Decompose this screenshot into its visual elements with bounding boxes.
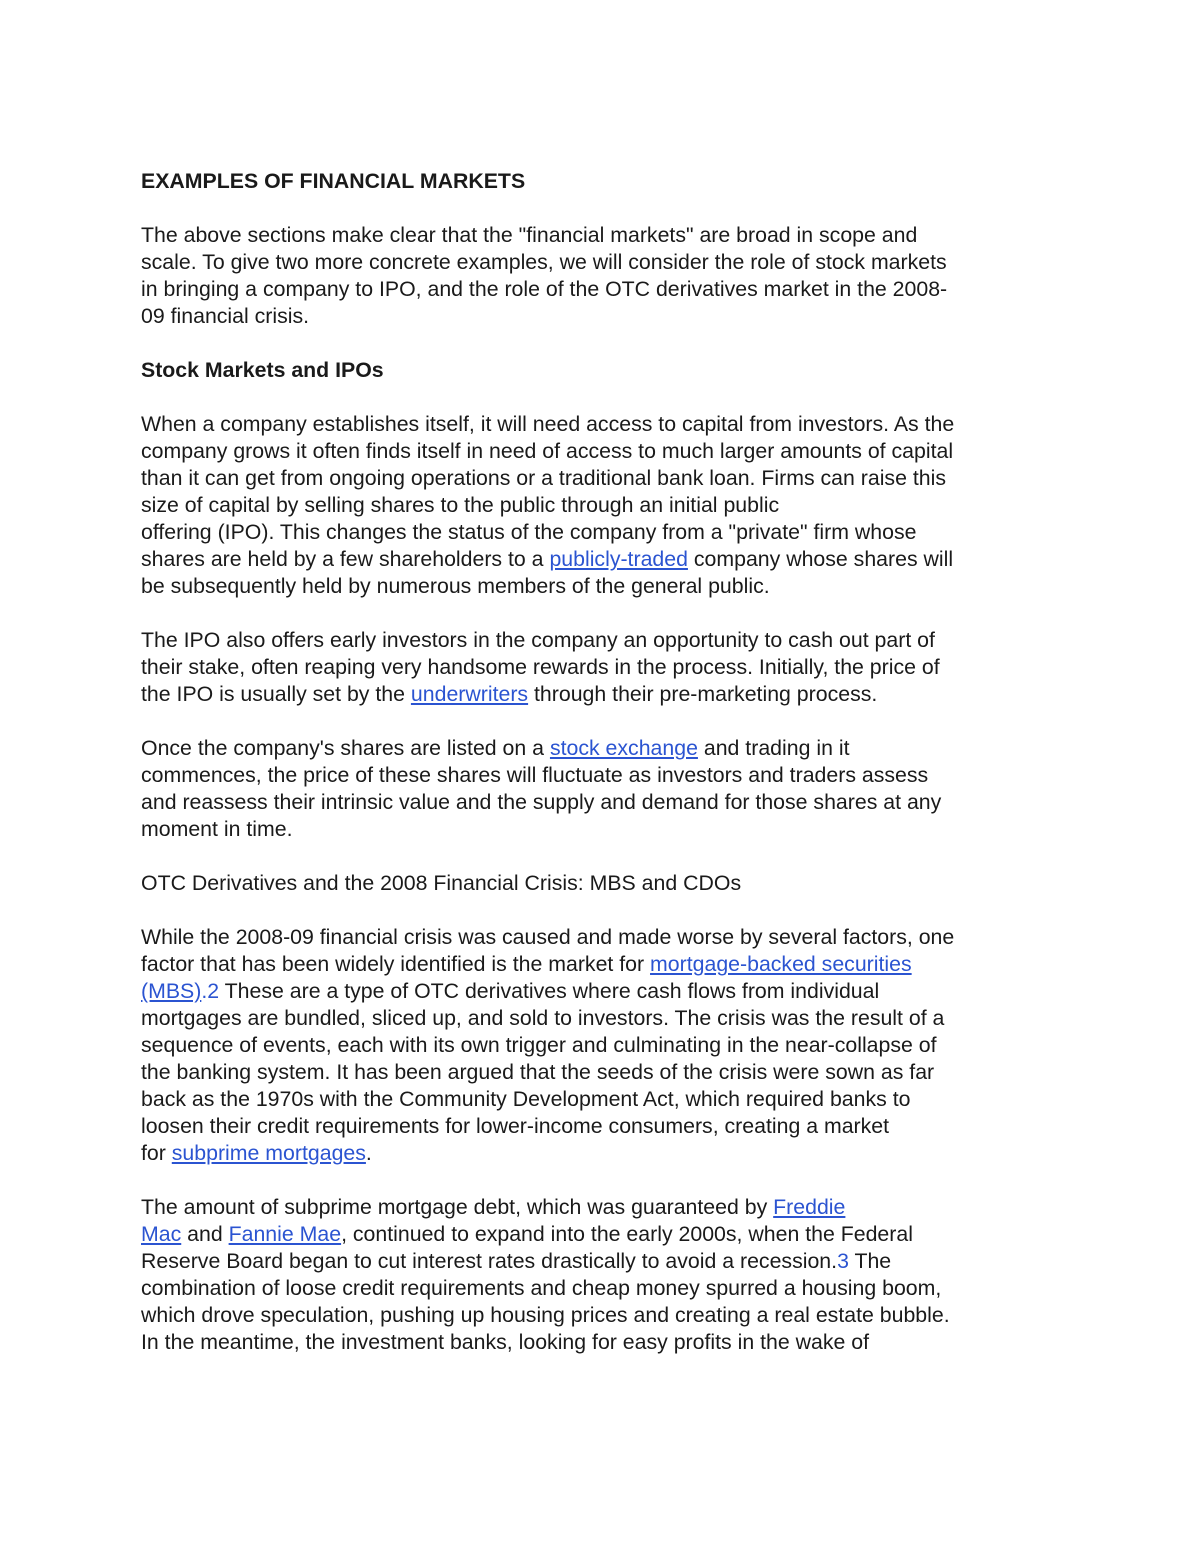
text-line: [141, 546, 1051, 573]
freddie-mac-link-cont[interactable]: Mac: [141, 1222, 182, 1246]
mbs-link[interactable]: (MBS): [141, 979, 202, 1003]
text-line: size of capital by selling shares to the public through an initial public: [141, 493, 780, 517]
text-line: [141, 681, 1051, 708]
text-line: back as the 1970s with the Community Development Act, which required banks to: [141, 1087, 911, 1111]
text-line: in bringing a company to IPO, and the role of the OTC derivatives market in the 2008-: [141, 277, 948, 301]
paragraph-company-capital: [141, 411, 1051, 600]
text-line: commences, the price of these shares will fluctuate as investors and traders assess: [141, 763, 929, 787]
text-span: factor that has been widely identified is the market for: [141, 952, 651, 976]
text-span: and: [181, 1222, 229, 1246]
text-span: These are a type of OTC derivatives where cash flows from individual: [219, 979, 880, 1003]
text-span: .: [365, 1141, 372, 1165]
section-heading-stock-markets: Stock Markets and IPOs: [141, 358, 384, 382]
fannie-mae-link[interactable]: Fannie Mae: [228, 1222, 342, 1246]
mortgage-backed-securities-link[interactable]: mortgage-backed securities: [650, 952, 912, 976]
text-line: their stake, often reaping very handsome rewards in the process. Initially, the price of: [141, 655, 940, 679]
text-line: loosen their credit requirements for lower-income consumers, creating a market: [141, 1114, 890, 1138]
text-line: When a company establishes itself, it will need access to capital from investors. As the: [141, 412, 955, 436]
footnote-ref-3[interactable]: 3: [837, 1249, 849, 1273]
text-line: and reassess their intrinsic value and the supply and demand for those shares at any: [141, 790, 942, 814]
paragraph-ipo-investors: [141, 627, 1051, 708]
text-span: the IPO is usually set by the: [141, 682, 411, 706]
page-title: EXAMPLES OF FINANCIAL MARKETS: [141, 169, 526, 193]
section-heading-otc-derivatives: OTC Derivatives and the 2008 Financial Crisis: MBS and CDOs: [141, 871, 742, 895]
text-line: offering (IPO). This changes the status of the company from a "private" firm whose: [141, 520, 917, 544]
text-line: moment in time.: [141, 817, 293, 841]
paragraph-stock-exchange: [141, 735, 1051, 843]
text-line: which drove speculation, pushing up housing prices and creating a real estate bubble.: [141, 1303, 950, 1327]
text-span: Once the company's shares are listed on a: [141, 736, 550, 760]
text-line: combination of loose credit requirements and cheap money spurred a housing boom,: [141, 1276, 942, 1300]
text-line: 09 financial crisis.: [141, 304, 310, 328]
text-span: .: [201, 979, 208, 1003]
text-span: and trading in it: [697, 736, 850, 760]
text-line: the banking system. It has been argued that the seeds of the crisis were sown as far: [141, 1060, 935, 1084]
text-span: shares are held by a few shareholders to a: [141, 547, 550, 571]
text-line: [141, 1140, 1051, 1167]
publicly-traded-link[interactable]: publicly-traded: [549, 547, 688, 571]
text-line: than it can get from ongoing operations or a traditional bank loan. Firms can raise this: [141, 466, 946, 490]
subprime-mortgages-link[interactable]: subprime mortgages: [171, 1141, 366, 1165]
text-line: [141, 978, 1051, 1005]
text-line: The above sections make clear that the "financial markets" are broad in scope and: [141, 223, 918, 247]
text-span: through their pre-marketing process.: [528, 682, 878, 706]
text-line: [141, 951, 1051, 978]
text-line: be subsequently held by numerous members of the general public.: [141, 574, 770, 598]
text-span: The amount of subprime mortgage debt, which was guaranteed by: [141, 1195, 774, 1219]
stock-exchange-link[interactable]: stock exchange: [549, 736, 698, 760]
text-line: In the meantime, the investment banks, looking for easy profits in the wake of: [141, 1330, 870, 1354]
text-line: [141, 735, 1051, 762]
underwriters-link[interactable]: underwriters: [410, 682, 529, 706]
text-line: [141, 1248, 1051, 1275]
freddie-mac-link[interactable]: Freddie: [773, 1195, 846, 1219]
text-span: Reserve Board began to cut interest rates drastically to avoid a recession.: [141, 1249, 838, 1273]
text-line: company grows it often finds itself in need of access to much larger amounts of capital: [141, 439, 954, 463]
text-line: [141, 1194, 1051, 1221]
document-page: [141, 168, 1051, 1356]
text-span: The: [848, 1249, 892, 1273]
text-line: [141, 1221, 1051, 1248]
text-line: sequence of events, each with its own trigger and culminating in the near-collapse of: [141, 1033, 937, 1057]
paragraph-financial-crisis: [141, 924, 1051, 1167]
text-line: mortgages are bundled, sliced up, and sold to investors. The crisis was the result of a: [141, 1006, 945, 1030]
text-span: for: [141, 1141, 172, 1165]
intro-paragraph: [141, 222, 1051, 330]
text-span: company whose shares will: [687, 547, 954, 571]
text-line: scale. To give two more concrete examples, we will consider the role of stock markets: [141, 250, 947, 274]
text-line: While the 2008-09 financial crisis was caused and made worse by several factors, one: [141, 925, 955, 949]
text-span: , continued to expand into the early 2000s, when the Federal: [341, 1222, 913, 1246]
text-line: The IPO also offers early investors in the company an opportunity to cash out part of: [141, 628, 935, 652]
paragraph-subprime-debt: [141, 1194, 1051, 1356]
footnote-ref-2[interactable]: 2: [207, 979, 220, 1003]
